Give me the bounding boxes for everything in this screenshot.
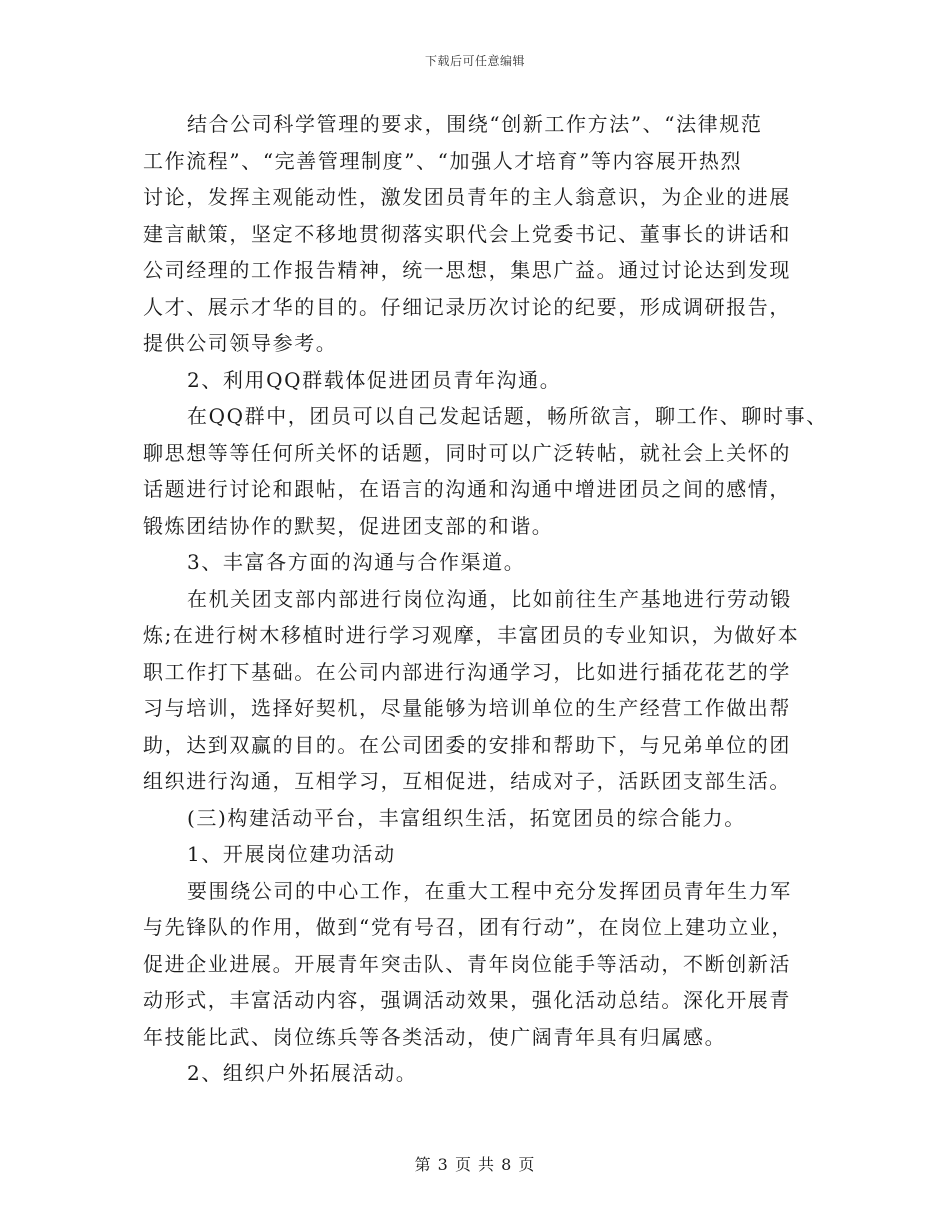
page-header: 下载后可任意编辑 xyxy=(424,54,525,68)
body-text-line: 话题进行讨论和跟帖，在语言的沟通和沟通中增进团员之间的感情， xyxy=(143,477,791,501)
body-text-line: 动形式，丰富活动内容，强调活动效果，强化活动总结。深化开展青 xyxy=(143,988,791,1012)
body-text-line: 助，达到双赢的目的。在公司团委的安排和帮助下，与兄弟单位的团 xyxy=(143,732,791,757)
body-text-line: 讨论，发挥主观能动性，激发团员青年的主人翁意识，为企业的进展 xyxy=(143,185,791,209)
body-text-line: 建言献策，坚定不移地贯彻落实职代会上党委书记、董事长的讲话和 xyxy=(143,221,791,246)
body-text-line: 1、开展岗位建功活动 xyxy=(187,842,396,866)
body-text-line: 炼;在进行树木移植时进行学习观摩，丰富团员的专业知识，为做好本 xyxy=(143,623,800,647)
body-text-line: 锻炼团结协作的默契，促进团支部的和谐。 xyxy=(143,513,554,538)
body-text-line: 2、组织户外拓展活动。 xyxy=(187,1061,418,1085)
body-text-line: 习与培训，选择好契机，尽量能够为培训单位的生产经营工作做出帮 xyxy=(143,696,791,720)
body-text-line: 结合公司科学管理的要求，围绕“创新工作方法”、“法律规范 xyxy=(187,112,763,136)
body-text-line: 人才、展示才华的目的。仔细记录历次讨论的纪要，形成调研报告， xyxy=(143,294,791,319)
body-text-line: 与先锋队的作用，做到“党有号召，团有行动”，在岗位上建功立业， xyxy=(143,915,794,939)
body-text-line: 公司经理的工作报告精神，统一思想，集思广益。通过讨论达到发现 xyxy=(143,258,791,282)
body-text-line: 在机关团支部内部进行岗位沟通，比如前往生产基地进行劳动锻 xyxy=(187,586,792,611)
body-text-line: 2、利用QQ群载体促进团员青年沟通。 xyxy=(187,367,562,392)
body-text-line: 3、丰富各方面的沟通与合作渠道。 xyxy=(187,550,526,574)
body-text-line: (三)构建活动平台，丰富组织生活，拓宽团员的综合能力。 xyxy=(187,805,746,830)
body-text-line: 职工作打下基础。在公司内部进行沟通学习，比如进行插花花艺的学 xyxy=(143,659,791,684)
body-text-line: 聊思想等等任何所关怀的话题，同时可以广泛转帖，就社会上关怀的 xyxy=(143,440,791,465)
body-text-line: 要围绕公司的中心工作，在重大工程中充分发挥团员青年生力军 xyxy=(187,878,792,903)
body-text-line: 工作流程”、“完善管理制度”、“加强人才培育”等内容展开热烈 xyxy=(143,148,743,173)
body-text-line: 年技能比武、岗位练兵等各类活动，使广阔青年具有归属感。 xyxy=(143,1024,727,1049)
body-text-line: 提供公司领导参考。 xyxy=(143,331,338,355)
body-text-line: 组织进行沟通，互相学习，互相促进，结成对子，活跃团支部生活。 xyxy=(143,769,791,793)
page-footer: 第 3 页 共 8 页 xyxy=(414,1155,536,1174)
body-text-line: 在QQ群中，团员可以自己发起话题，畅所欲言，聊工作、聊时事、 xyxy=(187,404,828,428)
body-text-line: 促进企业进展。开展青年突击队、青年岗位能手等活动，不断创新活 xyxy=(143,951,791,976)
document-body xyxy=(143,106,833,1092)
